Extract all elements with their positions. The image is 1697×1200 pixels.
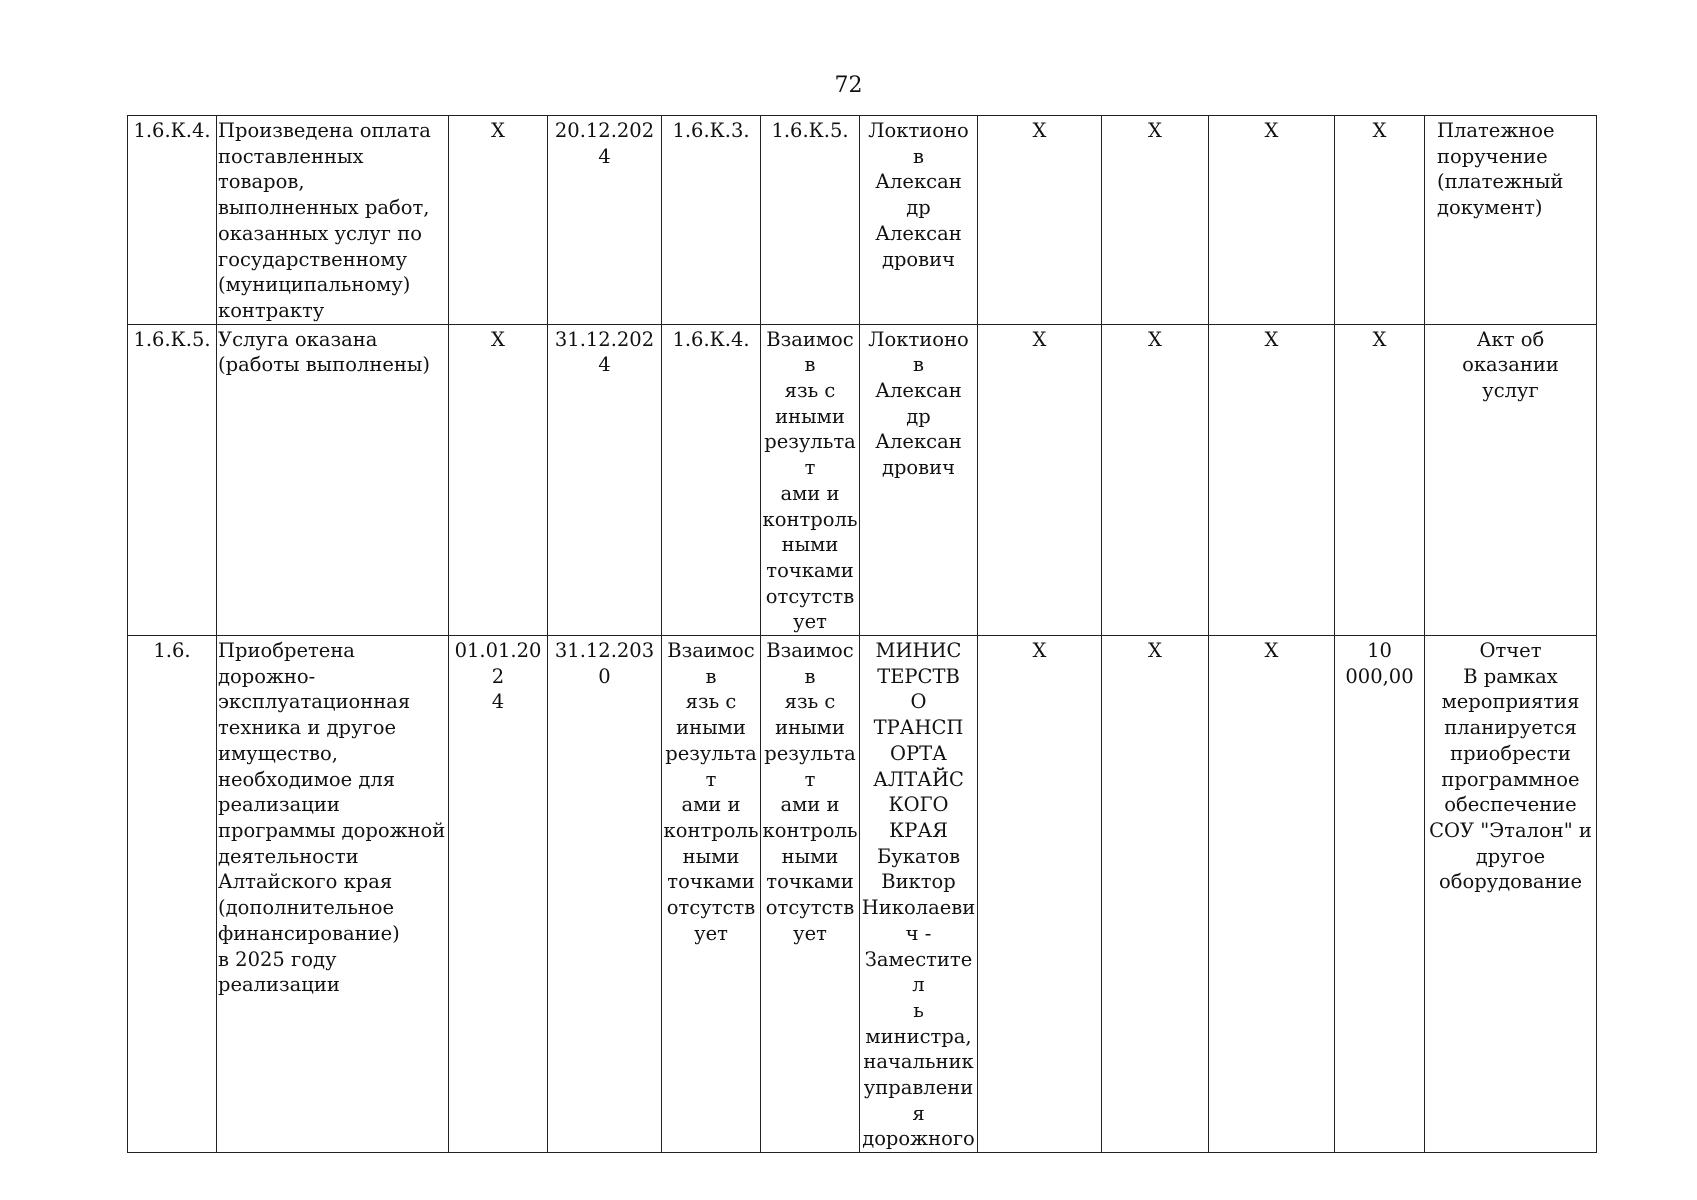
successor-cell: Взаимосв язь с иными результат ами и контроль ными точками отсутств ует (761, 324, 860, 635)
column-10-cell: X (1209, 636, 1335, 1153)
start-date-cell: X (449, 116, 548, 325)
start-date-cell: 01.01.202 4 (449, 636, 548, 1153)
result-name-cell: Произведена оплата поставленных товаров, выполненных работ, оказанных услуг по государственному (муниципальному) контракту (217, 116, 449, 325)
column-8-cell: X (978, 324, 1102, 635)
predecessor-cell: Взаимосв язь с иными результат ами и контроль ными точками отсутств ует (662, 636, 761, 1153)
document-cell: Отчет В рамках мероприятия планируется приобрести программное обеспечение СОУ "Эталон" и другое оборудование (1425, 636, 1597, 1153)
predecessor-cell: 1.6.К.4. (662, 324, 761, 635)
column-9-cell: X (1102, 116, 1209, 325)
plan-table (127, 115, 1597, 1153)
successor-cell: 1.6.К.5. (761, 116, 860, 325)
table-row (128, 324, 1597, 635)
table-row (128, 116, 1597, 325)
document-cell: Платежное поручение (платежный документ) (1425, 116, 1597, 325)
column-9-cell: X (1102, 324, 1209, 635)
table-row (128, 636, 1597, 1153)
column-8-cell: X (978, 636, 1102, 1153)
document-cell: Акт об оказании услуг (1425, 324, 1597, 635)
row-number-cell: 1.6.К.4. (128, 116, 217, 325)
result-name-cell: Услуга оказана (работы выполнены) (217, 324, 449, 635)
column-11-cell: 10 000,00 (1335, 636, 1425, 1153)
successor-cell: Взаимосв язь с иными результат ами и контроль ными точками отсутств ует (761, 636, 860, 1153)
column-8-cell: X (978, 116, 1102, 325)
responsible-cell: Локтионо в Алексан др Алексан дрович (860, 116, 978, 325)
column-10-cell: X (1209, 116, 1335, 325)
column-11-cell: X (1335, 324, 1425, 635)
column-11-cell: X (1335, 116, 1425, 325)
result-name-cell: Приобретена дорожно- эксплуатационная техника и другое имущество, необходимое для реализации программы дорожной деятельности Алтайского края (дополнительное финансирование) в 2025 году реализации (217, 636, 449, 1153)
end-date-cell: 31.12.2024 (548, 324, 662, 635)
column-10-cell: X (1209, 324, 1335, 635)
row-number-cell: 1.6.К.5. (128, 324, 217, 635)
page-number: 72 (834, 73, 863, 98)
row-number-cell: 1.6. (128, 636, 217, 1153)
responsible-cell: Локтионо в Алексан др Алексан дрович (860, 324, 978, 635)
responsible-cell: МИНИС ТЕРСТВ О ТРАНСП ОРТА АЛТАЙС КОГО КРАЯ Букатов Виктор Николаеви ч - Заместител ь министра, начальник управлени я дорожного (860, 636, 978, 1153)
column-9-cell: X (1102, 636, 1209, 1153)
end-date-cell: 20.12.2024 (548, 116, 662, 325)
end-date-cell: 31.12.2030 (548, 636, 662, 1153)
predecessor-cell: 1.6.К.3. (662, 116, 761, 325)
start-date-cell: X (449, 324, 548, 635)
